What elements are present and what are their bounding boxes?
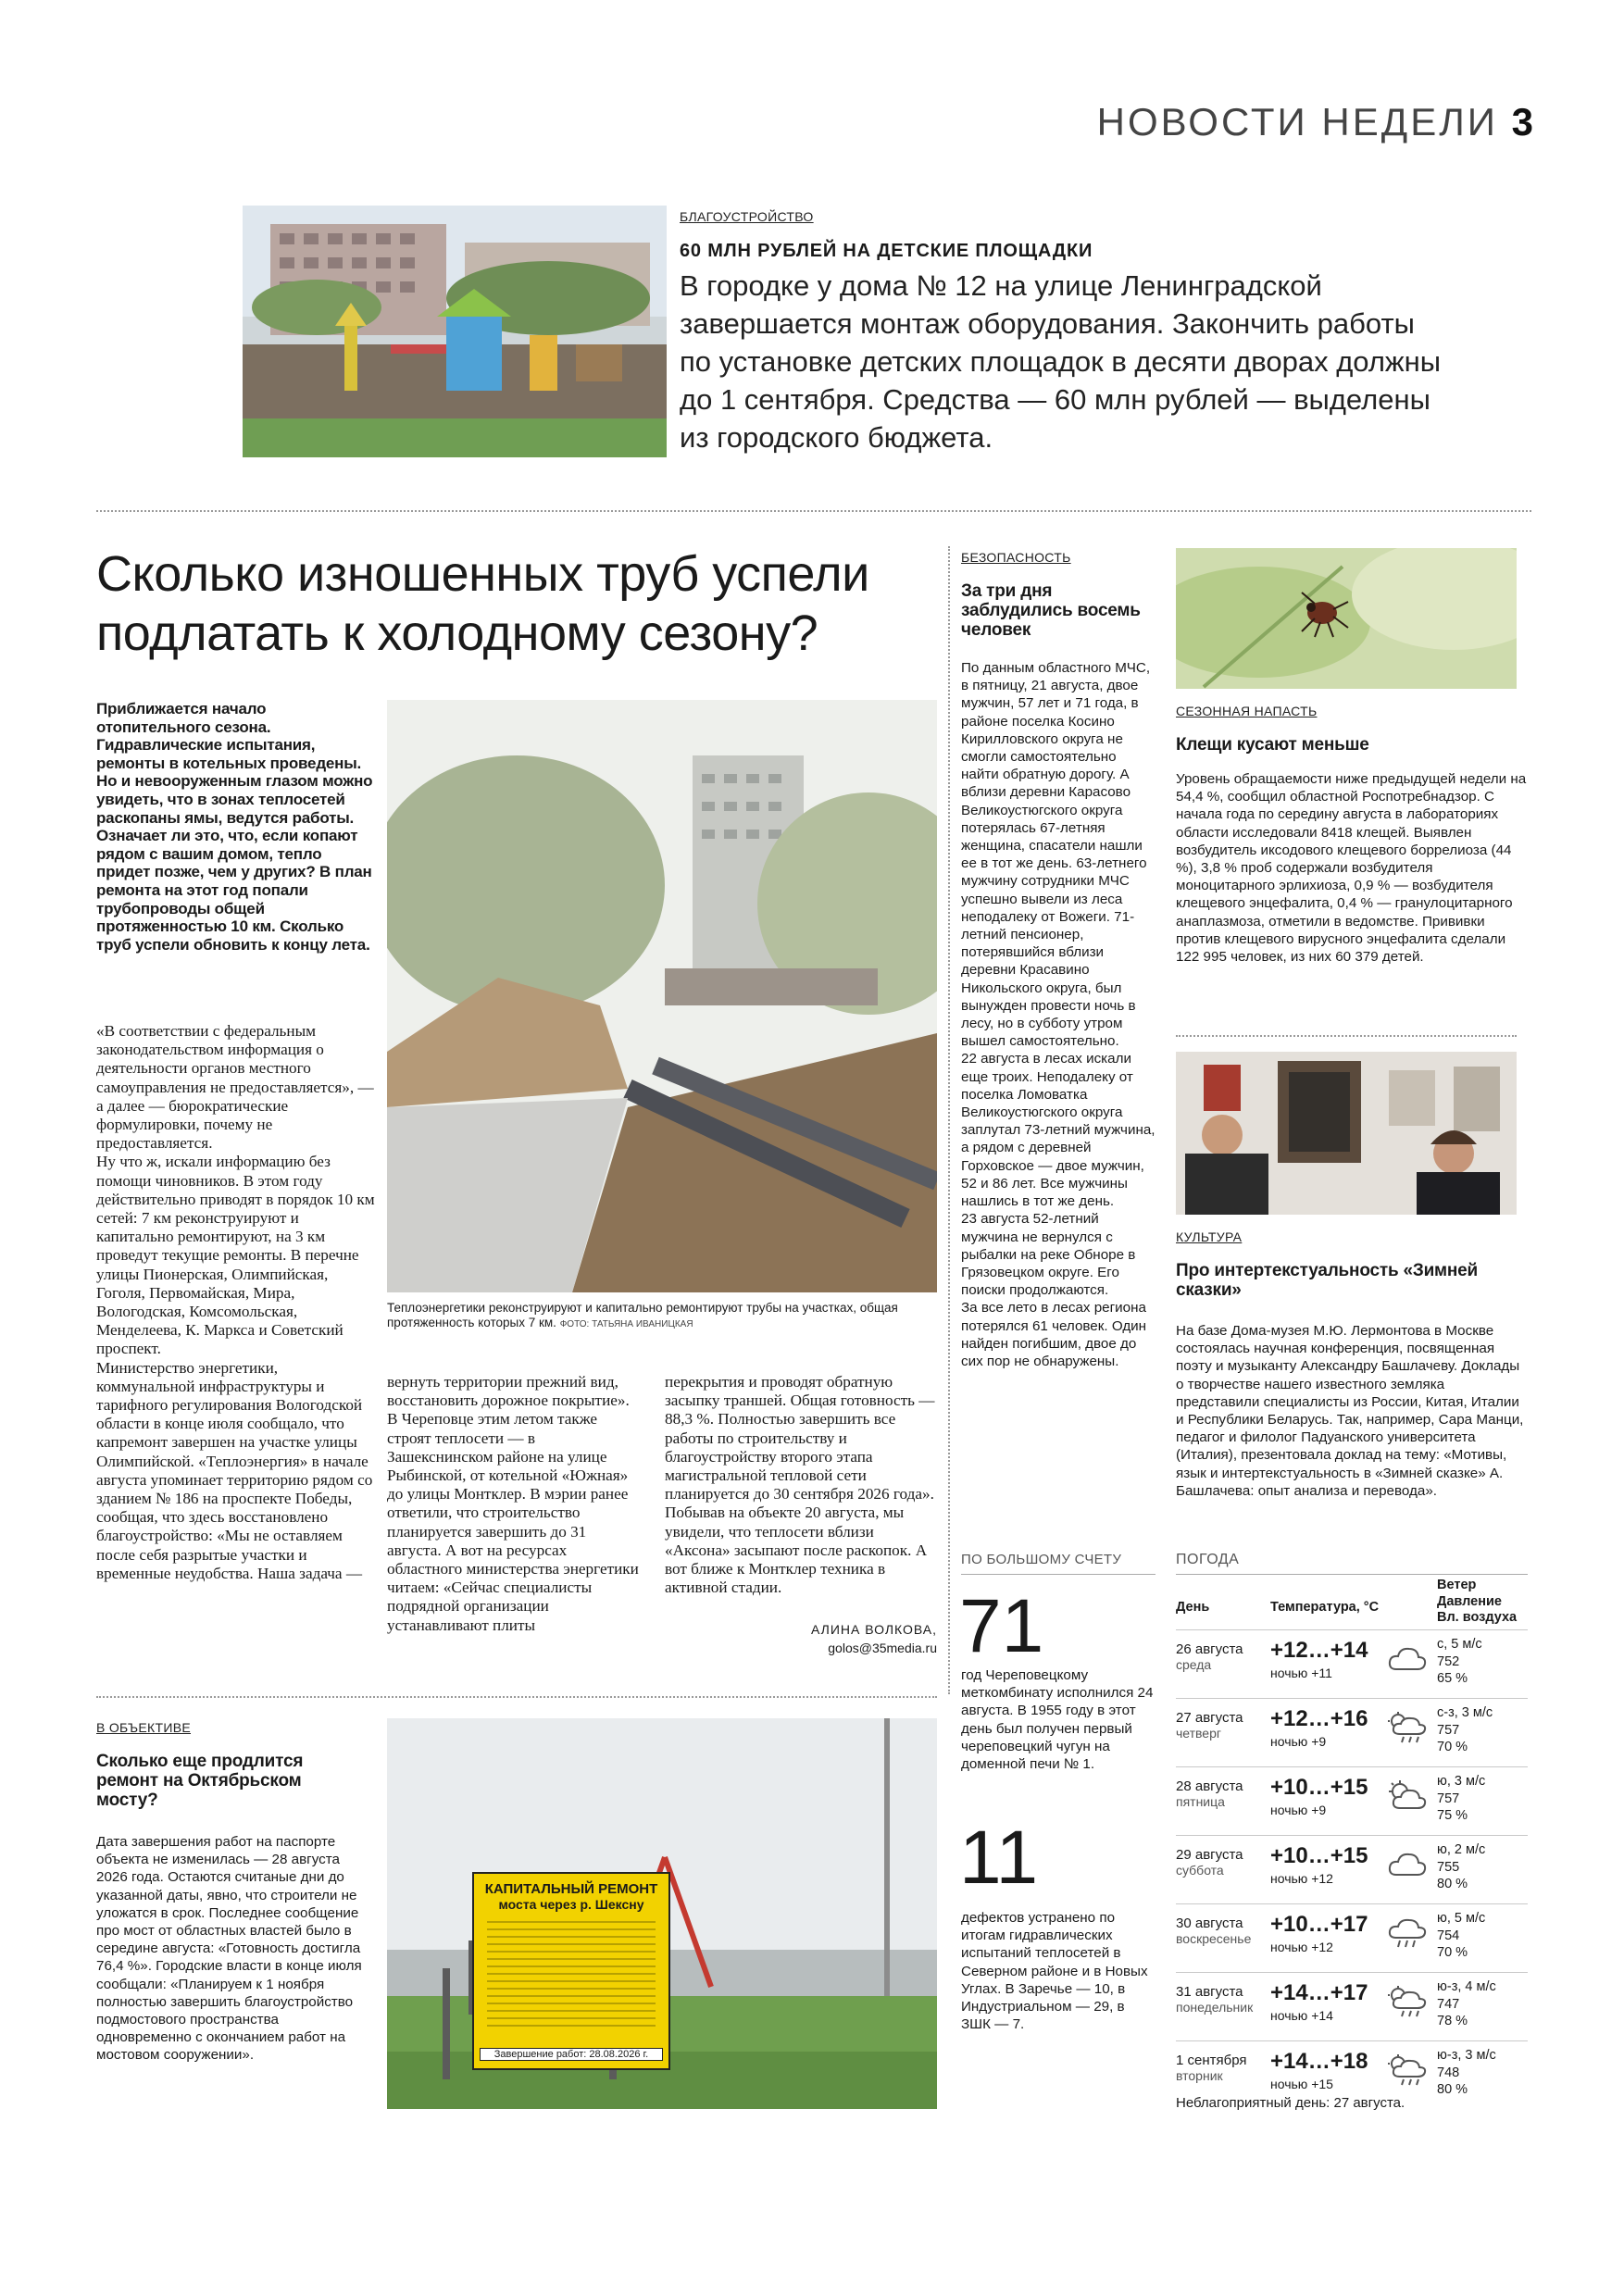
weather-values xyxy=(1437,2047,1496,2099)
number-value-1: 71 xyxy=(959,1584,1044,1668)
weather-pressure: 757 xyxy=(1437,1791,1460,1806)
weather-col-pressure: Давление xyxy=(1437,1593,1502,1609)
weather-row xyxy=(1176,1698,1528,1767)
rain-sun-icon xyxy=(1387,1986,1428,2022)
weather-weekday: вторник xyxy=(1176,2068,1223,2083)
sign-subtitle: моста через р. Шексну xyxy=(498,1897,644,1912)
weather-date-text: 27 августа xyxy=(1176,1710,1243,1726)
weather-humidity: 70 % xyxy=(1437,1740,1468,1754)
weather-row xyxy=(1176,1835,1528,1904)
pipes-photo xyxy=(387,700,937,1292)
weather-values xyxy=(1437,1773,1485,1825)
weather-pressure: 757 xyxy=(1437,1722,1460,1738)
weather-date-text: 26 августа xyxy=(1176,1641,1243,1657)
repair-sign xyxy=(472,1872,670,2070)
bridge-title: Сколько еще продлится ремонт на Октябрьском мосту? xyxy=(96,1752,304,1810)
weather-day-temp: +12…+16 xyxy=(1270,1706,1368,1731)
weather-date-text: 30 августа xyxy=(1176,1915,1243,1931)
weather-humidity: 80 % xyxy=(1437,1877,1468,1891)
culture-rubric: КУЛЬТУРА xyxy=(1176,1229,1243,1244)
weather-values xyxy=(1437,1910,1485,1962)
weather-note: Неблагоприятный день: 27 августа. xyxy=(1176,2095,1405,2111)
weather-night-temp: ночью +11 xyxy=(1270,1666,1332,1680)
bridge-rubric: В ОБЪЕКТИВЕ xyxy=(96,1720,192,1735)
sun-cloud-icon xyxy=(1387,1780,1428,1816)
weather-day-temp: +12…+14 xyxy=(1270,1638,1368,1663)
main-author: АЛИНА ВОЛКОВА, xyxy=(810,1622,937,1637)
weather-wind: с, 5 м/с xyxy=(1437,1637,1482,1652)
playground-lead: В городке у дома № 12 на улице Ленинградской завершается монтаж оборудования. Закончить работы по установке детских площадок в десяти дворах должны до 1 сентября. Средства — 60 млн рублей — выделены из городского бюджета. xyxy=(680,269,1442,454)
culture-text: На базе Дома-музея М.Ю. Лермонтова в Москве состоялась научная конференция, посвященная поэту и музыканту Александру Башлачеву. Доклады о творчестве нашего известного земляка представили специалисты из России, Китая, Италии и Республики Беларусь. Так, например, Сара Манци, педагог и филолог Падуанского университета (Италия), презентовала доклад на тему: «Мотивы, язык и интертекстуальность в «Зимней сказке» А. Башлачева: опыт анализа и перевода». xyxy=(1176,1323,1524,1499)
weather-weekday: суббота xyxy=(1176,1863,1224,1878)
ticks-rubric: СЕЗОННАЯ НАПАСТЬ xyxy=(1176,704,1318,718)
weather-date xyxy=(1176,1847,1243,1878)
weather-pressure: 747 xyxy=(1437,1996,1460,2012)
numbers-line xyxy=(961,1574,1156,1575)
ticks-text: Уровень обращаемости ниже предыдущей недели на 54,4 %, сообщил областной Роспотребнадзор. С начала года по середину августа в лабораториях области исследовали 8418 клещей. Выявлен возбудитель иксодового клещевого боррелиоза (44 %), 3,8 % проб содержали возбудителя моноцитарного эрлихиоза, 0,9 % — возбудителя клещевого энцефалита, 0,4 % — гранулоцитарного анаплазмоза, отметили в ведомстве. Прививки против клещевого вирусного энцефалита сделали 122 995 человек, из них 60 379 детей. xyxy=(1176,771,1527,966)
safety-rubric: БЕЗОПАСНОСТЬ xyxy=(961,550,1071,565)
playground-photo xyxy=(243,206,667,457)
weather-wind: с-з, 3 м/с xyxy=(1437,1705,1493,1720)
main-intro: Приближается начало отопительного сезона. Гидравлические испытания, ремонты в котельных проведены. Но и невооруженным глазом можно увидеть, что в зонах теплосетей раскопаны ямы, ведутся работы. Означает ли это, что, если копают рядом с вашим домом, тепло придет позже, чем у других? В план ремонта на этот год попали трубопроводы общей протяженностью 10 км. Сколько труб успели обновить к концу лета. xyxy=(96,700,373,954)
weather-values xyxy=(1437,1978,1496,2030)
weather-pressure: 754 xyxy=(1437,1928,1460,1943)
weather-humidity: 65 % xyxy=(1437,1671,1468,1686)
main-col3: перекрытия и проводят обратную засыпку траншей. Общая готовность — 88,3 %. Полностью завершить все работы по строительству и благоустройству второго этапа магистральной тепловой сети планируется до 30 сентября 2026 года». Побывав на объекте 20 августа, мы увидели, что теплосети вблизи «Аксона» засыпают после раскопок. А вот ближе к Монтклер техника в активной стадии. xyxy=(665,1373,935,1597)
safety-text: По данным областного МЧС, в пятницу, 21 августа, двое мужчин, 57 лет и 71 года, в районе поселка Косино Кирилловского округа не смогли самостоятельно найти обратную дорогу. А вблизи деревни Карасово Великоустюгского округа потерялась 67-летняя женщина, спасатели нашли ее в тот же день. 63-летнего мужчину сотрудники МЧС успешно вывели из леса неподалеку от Вожеги. 71-летний пенсионер, потерявшийся вблизи деревни Красавино Никольского округа, был вынужден провести ночь в лесу, но в субботу утром вышел самостоятельно. 22 августа в лесах искали еще троих. Неподалеку от поселка Ломоватка Великоустюгского округа заплутал 73-летний мужчина, а рядом с деревней Горховское — двое мужчин, 52 и 86 лет. Все мужчины нашлись в тот же день. 23 августа 52-летний мужчина не вернулся с рыбалки на реке Обноре в Грязовецком округе. Его поиски продолжаются. За все лето в лесах региона потерялся 61 человек. Один найден погибшим, двое до сих пор не обнаружены. xyxy=(961,660,1156,1369)
weather-humidity: 70 % xyxy=(1437,1945,1468,1960)
weather-night-temp: ночью +12 xyxy=(1270,1871,1333,1886)
page-number: 3 xyxy=(1511,100,1533,144)
weather-wind: ю-з, 3 м/с xyxy=(1437,2048,1496,2063)
number-text-1: год Череповецкому меткомбинату исполнился 24 августа. В 1955 году в этот день был получен первый череповецкий чугун на доменной печи № 1. xyxy=(961,1667,1154,1773)
weather-date xyxy=(1176,1984,1253,2015)
weather-row xyxy=(1176,1766,1528,1836)
weather-values xyxy=(1437,1841,1485,1893)
weather-night-temp: ночью +9 xyxy=(1270,1734,1327,1749)
weather-row xyxy=(1176,1903,1528,1973)
weather-humidity: 80 % xyxy=(1437,2082,1468,2097)
weather-weekday: пятница xyxy=(1176,1794,1225,1809)
rain-sun-icon xyxy=(1387,1712,1428,1748)
weather-night-temp: ночью +12 xyxy=(1270,1940,1333,1954)
weather-row xyxy=(1176,1629,1528,1699)
weather-date xyxy=(1176,1641,1243,1673)
weather-date-text: 28 августа xyxy=(1176,1778,1243,1794)
weather-weekday: четверг xyxy=(1176,1726,1221,1741)
weather-pressure: 748 xyxy=(1437,2065,1460,2080)
cloudy-icon xyxy=(1387,1849,1428,1885)
weather-date xyxy=(1176,1710,1243,1741)
weather-date-text: 29 августа xyxy=(1176,1847,1243,1863)
main-col1: «В соответствии с федеральным законодательством информация о деятельности органов местного самоуправления не предоставляется», — а далее — бюрократические формулировки, почему не предоставляется. Ну что ж, искали информацию без помощи чиновников. В этом году действительно приводят в порядок 10 км сетей: 7 км реконструируют и капитально ремонтируют, на 3 км проведут текущие ремонты. В перечне улицы Пионерская, Олимпийская, Гоголя, Первомайская, Мира, Вологодская, Комсомольская, Менделеева, К. Маркса и Советский проспект. Министерство энергетики, коммунальной инфраструктуры и тарифного регулирования Вологодской области в конце июля сообщало, что капремонт завершен на участке улицы Олимпийской. «Теплоэнергия» в начале августа упоминает территорию рядом со зданием № 186 на проспекте Победы, сообщая, что здесь восстановлено благоустройство: «Мы не оставляем после себя разрытые участки и временные неудобства. Наша задача — xyxy=(96,1022,375,1582)
bridge-text: Дата завершения работ на паспорте объекта не изменилась — 28 августа 2026 года. Остаются считаные дни до указанной даты, явно, что строители не уложатся в срок. Последнее сообщение про мост от областных властей было в середине августа: «Готовность достигла 76,4 %». Городские власти в конце июля сообщали: «Планируем к 1 ноября полностью завершить благоустройство подмостового пространства одновременно с окончанием работ на мостовом сооружении». xyxy=(96,1834,362,2064)
rain-icon xyxy=(1387,1917,1428,1953)
tick-photo xyxy=(1176,548,1517,689)
weather-wind: ю, 3 м/с xyxy=(1437,1774,1486,1789)
playground-title: 60 МЛН РУБЛЕЙ НА ДЕТСКИЕ ПЛОЩАДКИ xyxy=(680,241,1093,261)
weather-wind: ю, 5 м/с xyxy=(1437,1911,1486,1926)
conference-photo xyxy=(1176,1052,1517,1215)
weather-col-wind: Ветер xyxy=(1437,1578,1477,1592)
number-text-2: дефектов устранено по итогам гидравлических испытаний теплосетей в Северном районе и в Новых Углах. В Заречье — 10, в Индустриальном — 29, в ЗШК — 7. xyxy=(961,1910,1148,2033)
weather-pressure: 752 xyxy=(1437,1653,1460,1669)
weather-day-temp: +10…+15 xyxy=(1270,1843,1368,1868)
photo-credit: ФОТО: ТАТЬЯНА ИВАНИЦКАЯ xyxy=(559,1319,693,1329)
weather-weekday: среда xyxy=(1176,1657,1212,1672)
section-header xyxy=(1097,100,1533,144)
numbers-rubric: ПО БОЛЬШОМУ СЧЕТУ xyxy=(961,1552,1122,1567)
weather-day-temp: +14…+17 xyxy=(1270,1980,1368,2005)
weather-date-text: 1 сентября xyxy=(1176,2053,1247,2068)
weather-date xyxy=(1176,1915,1251,1947)
weather-night-temp: ночью +15 xyxy=(1270,2077,1333,2091)
sign-fineprint xyxy=(487,1921,656,2032)
weather-date xyxy=(1176,2053,1247,2084)
main-email: golos@35media.ru xyxy=(828,1641,937,1655)
weather-table xyxy=(1176,1629,1528,2111)
weather-date-text: 31 августа xyxy=(1176,1984,1243,2000)
weather-block xyxy=(1176,1548,1528,2122)
weather-pressure: 755 xyxy=(1437,1859,1460,1875)
weather-wind: ю, 2 м/с xyxy=(1437,1842,1486,1857)
column-divider xyxy=(948,546,950,1694)
weather-date xyxy=(1176,1778,1243,1810)
section-title: НОВОСТИ НЕДЕЛИ xyxy=(1096,100,1498,144)
ticks-title: Клещи кусают меньше xyxy=(1176,735,1369,755)
number-value-2: 11 xyxy=(959,1816,1039,1900)
safety-title: За три дня заблудились восемь человек xyxy=(961,581,1141,640)
weather-values xyxy=(1437,1636,1482,1688)
weather-day-temp: +10…+17 xyxy=(1270,1912,1368,1937)
rain-sun-icon xyxy=(1387,2054,1428,2090)
weather-wind: ю-з, 4 м/с xyxy=(1437,1979,1496,1994)
separator xyxy=(96,510,1531,512)
weather-day-temp: +10…+15 xyxy=(1270,1775,1368,1800)
culture-title: Про интертекстуальность «Зимней сказки» xyxy=(1176,1261,1479,1300)
pipes-caption xyxy=(387,1301,937,1332)
separator-culture xyxy=(1176,1035,1517,1037)
weather-rubric: ПОГОДА xyxy=(1176,1552,1240,1567)
weather-night-temp: ночью +9 xyxy=(1270,1803,1327,1817)
weather-weekday: понедельник xyxy=(1176,2000,1254,2015)
weather-humidity: 75 % xyxy=(1437,1808,1468,1823)
weather-col-day: День xyxy=(1176,1600,1210,1615)
weather-weekday: воскресенье xyxy=(1176,1931,1252,1946)
caption-text: Теплоэнергетики реконструируют и капитально ремонтируют трубы на участках, общая протяженность которых 7 км. xyxy=(387,1301,898,1329)
sign-bottom: Завершение работ: 28.08.2026 г. xyxy=(480,2048,663,2061)
weather-col-temp: Температура, °С xyxy=(1270,1600,1380,1615)
cloudy-icon xyxy=(1387,1643,1428,1679)
main-headline: Сколько изношенных труб успели подлатать к холодному сезону? xyxy=(96,546,869,661)
sign-title: КАПИТАЛЬНЫЙ РЕМОНТ xyxy=(484,1881,658,1897)
weather-col-humidity: Вл. воздуха xyxy=(1437,1610,1518,1625)
bridge-photo xyxy=(387,1718,937,2109)
weather-row xyxy=(1176,1972,1528,2041)
playground-rubric: БЛАГОУСТРОЙСТВО xyxy=(680,209,814,224)
weather-night-temp: ночью +14 xyxy=(1270,2008,1333,2023)
weather-humidity: 78 % xyxy=(1437,2014,1468,2028)
weather-values xyxy=(1437,1704,1493,1756)
main-col2: вернуть территории прежний вид, восстановить дорожное покрытие». В Череповце этим летом также строят теплосети — в Зашекснинском районе на улице Рыбинской, от котельной «Южная» до улицы Монтклер. В мэрии ранее ответили, что строительство планируется завершить до 31 августа. А вот на ресурсах областного министерства энергетики читаем: «Сейчас специалисты подрядной организации устанавливают плиты xyxy=(387,1373,639,1634)
separator-bridge xyxy=(96,1696,937,1698)
weather-day-temp: +14…+18 xyxy=(1270,2049,1368,2074)
